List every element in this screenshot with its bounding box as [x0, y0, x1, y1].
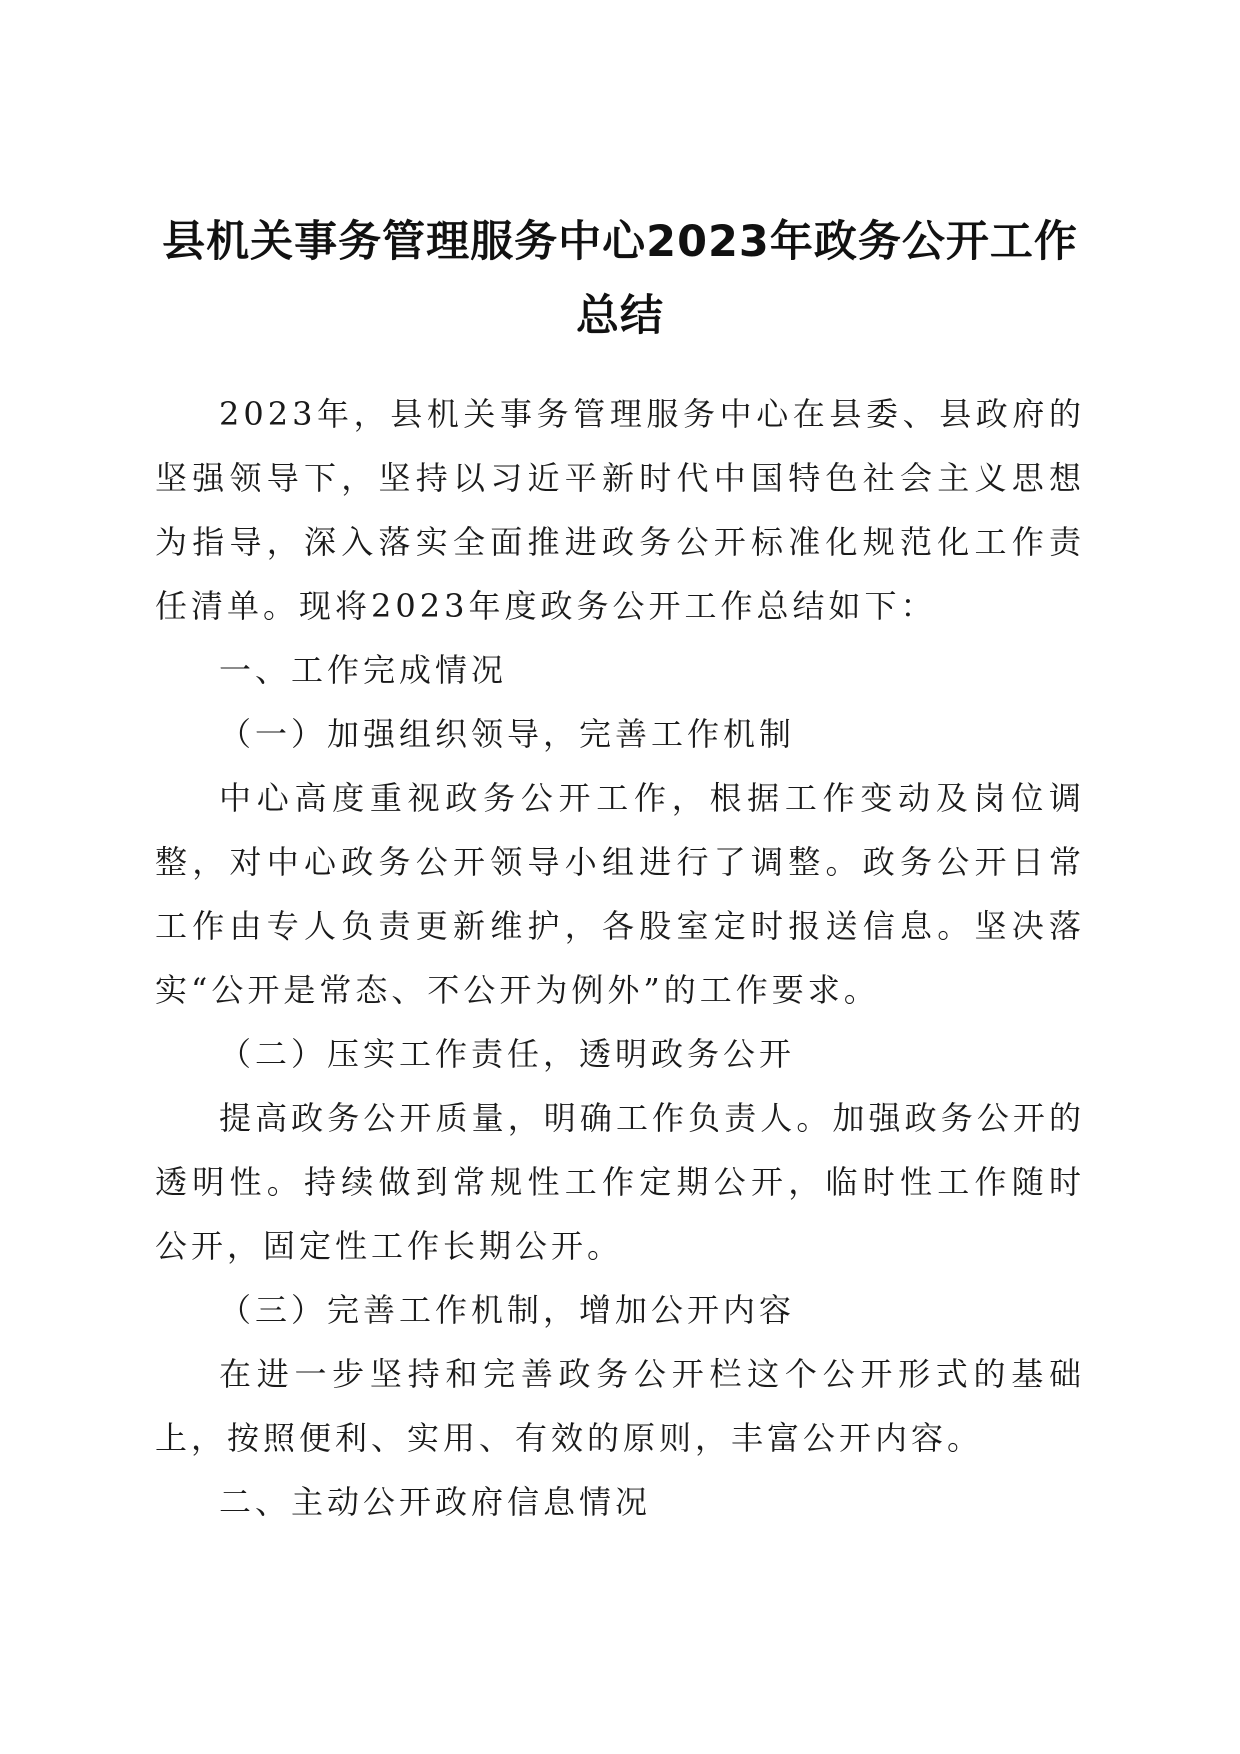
subsection-heading-3: （三）完善工作机制，增加公开内容 [219, 1291, 796, 1329]
paragraph-3: 在进一步坚持和完善政务公开栏这个公开形式的基础上，按照便利、实用、有效的原则，丰富公开内容。 [155, 1355, 1085, 1457]
section-heading-2: 二、主动公开政府信息情况 [219, 1483, 652, 1521]
intro-paragraph: 2023年，县机关事务管理服务中心在县委、县政府的坚强领导下，坚持以习近平新时代中国特色社会主义思想为指导，深入落实全面推进政务公开标准化规范化工作责任清单。现将2023年度政务公开工作总结如下： [155, 395, 1085, 625]
document-title: 县机关事务管理服务中心2023年政务公开工作总结 [162, 217, 1078, 341]
subsection-heading-1: （一）加强组织领导，完善工作机制 [219, 715, 796, 753]
paragraph-2: 提高政务公开质量，明确工作负责人。加强政务公开的透明性。持续做到常规性工作定期公开，临时性工作随时公开，固定性工作长期公开。 [155, 1099, 1085, 1265]
subsection-heading-2: （二）压实工作责任，透明政务公开 [219, 1035, 796, 1073]
paragraph-1: 中心高度重视政务公开工作，根据工作变动及岗位调整，对中心政务公开领导小组进行了调整。政务公开日常工作由专人负责更新维护，各股室定时报送信息。坚决落实“公开是常态、不公开为例外”的工作要求。 [155, 779, 1085, 1009]
document-body [155, 382, 1085, 1534]
section-heading-1: 一、工作完成情况 [219, 651, 508, 689]
